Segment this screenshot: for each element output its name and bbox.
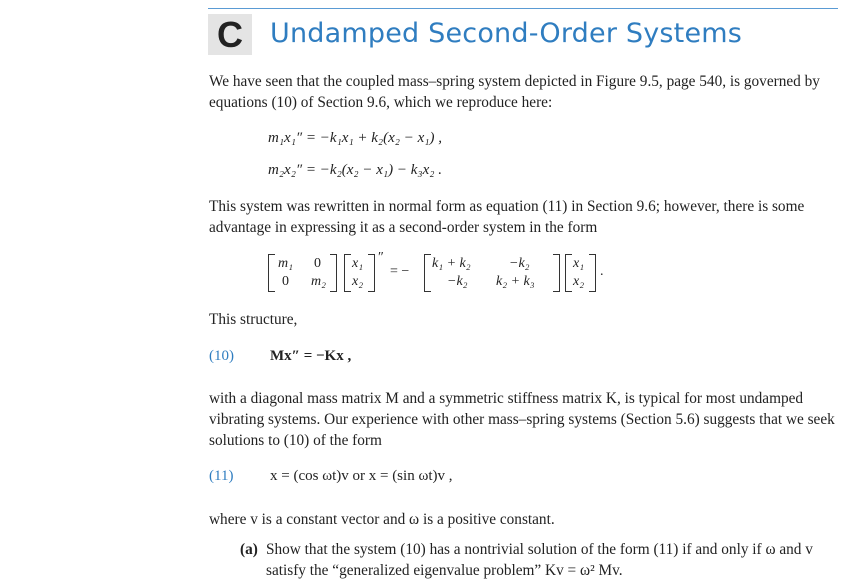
system-equation-1: m₁x₁″ = −k₁x₁ + k₂(x₂ − x₁) , bbox=[268, 130, 443, 146]
vec2-bracket-left bbox=[565, 254, 572, 292]
stiff-k12: −k₂ bbox=[509, 256, 530, 271]
equation-10: Mx″ = −Kx , bbox=[270, 348, 352, 364]
mass-m11: m₁ bbox=[278, 256, 293, 271]
mass-m21: 0 bbox=[282, 274, 289, 289]
matrix-end-period: . bbox=[600, 264, 604, 279]
stiff-bracket-left bbox=[424, 254, 431, 292]
mass-bracket-right bbox=[330, 254, 337, 292]
vec-bracket-left bbox=[344, 254, 351, 292]
mass-m22: m₂ bbox=[311, 274, 326, 289]
equation-11: x = (cos ωt)v or x = (sin ωt)v , bbox=[270, 468, 453, 484]
equals-minus: = − bbox=[390, 264, 410, 279]
constant-vector-paragraph: where v is a constant vector and ω is a positive constant. bbox=[209, 511, 555, 528]
equation-10-number: (10) bbox=[209, 348, 234, 364]
stiff-k22: k₂ + k₃ bbox=[496, 274, 535, 289]
section-title: Undamped Second-Order Systems bbox=[270, 18, 743, 49]
diagonal-mass-paragraph: with a diagonal mass matrix M and a symmetric stiffness matrix K, is typical for most undamped vibrating systems. Our experience with other mass–spring systems (Section 5.6) suggests that we seek solutions to (10) of the form bbox=[209, 390, 835, 449]
vec-bracket-right bbox=[368, 254, 375, 292]
part-a-label: (a) bbox=[240, 541, 258, 558]
vec-x1: x₁ bbox=[352, 256, 364, 271]
system-equation-2: m₂x₂″ = −k₂(x₂ − x₁) − k₃x₂ . bbox=[268, 162, 443, 178]
mass-bracket-left bbox=[268, 254, 275, 292]
prime-mark: ″ bbox=[378, 250, 384, 265]
vec2-x1: x₁ bbox=[573, 256, 585, 271]
section-letter: C bbox=[208, 14, 252, 55]
stiff-bracket-right bbox=[553, 254, 560, 292]
stiff-k21: −k₂ bbox=[447, 274, 468, 289]
normal-form-paragraph: This system was rewritten in normal form as equation (11) in Section 9.6; however, there is some advantage in expressing it as a second-order system in the form bbox=[209, 198, 805, 236]
vec2-x2: x₂ bbox=[573, 274, 585, 289]
structure-paragraph: This structure, bbox=[209, 311, 298, 328]
top-rule bbox=[208, 8, 838, 9]
part-a-text: Show that the system (10) has a nontrivial solution of the form (11) if and only if ω and v satisfy the “generalized eigenvalue problem” Kv = ω² Mv. bbox=[266, 541, 813, 579]
vec2-bracket-right bbox=[589, 254, 596, 292]
vec-x2: x₂ bbox=[352, 274, 364, 289]
mass-m12: 0 bbox=[314, 256, 321, 271]
equation-11-number: (11) bbox=[209, 468, 234, 484]
stiff-k11: k₁ + k₂ bbox=[432, 256, 471, 271]
intro-paragraph: We have seen that the coupled mass–spring system depicted in Figure 9.5, page 540, is governed by equations (10) of Section 9.6, which we reproduce here: bbox=[209, 73, 820, 111]
